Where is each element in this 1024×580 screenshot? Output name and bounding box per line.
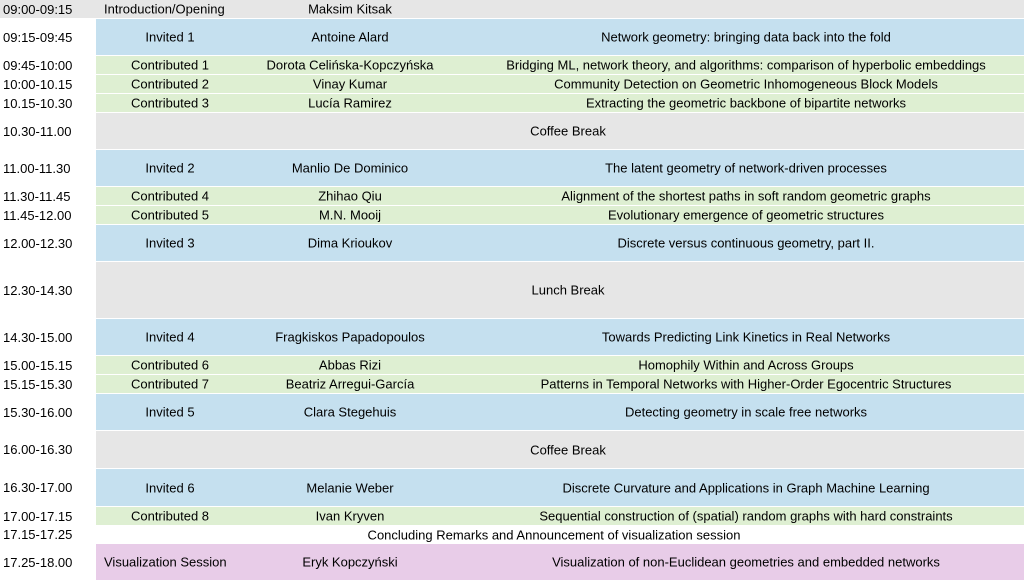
row-time: 11.45-12.00 (0, 206, 96, 224)
row-speaker: M.N. Mooij (318, 207, 382, 223)
schedule-row-invited-2 (0, 150, 1024, 187)
row-title: Towards Predicting Link Kinetics in Real Networks (601, 329, 891, 345)
row-speaker: Antoine Alard (311, 29, 389, 45)
row-content (96, 225, 1024, 261)
row-time: 10.30-11.00 (0, 113, 96, 149)
schedule-row-contributed-4 (0, 187, 1024, 206)
schedule-row-concluding-remarks (0, 526, 1024, 544)
row-title: The latent geometry of network-driven processes (605, 160, 887, 176)
row-content (96, 150, 1024, 186)
row-content (96, 469, 1024, 506)
row-time: 09:00-09:15 (0, 0, 96, 18)
row-type: Contributed 8 (130, 508, 210, 524)
row-time: 16.30-17.00 (0, 469, 96, 506)
schedule-row-contributed-1 (0, 56, 1024, 75)
row-time: 10.15-10.30 (0, 94, 96, 112)
row-content (96, 19, 1024, 55)
schedule-row-coffee-break-1 (0, 113, 1024, 150)
row-title: Detecting geometry in scale free networks (624, 404, 868, 420)
schedule-row-contributed-3 (0, 94, 1024, 113)
row-type: Invited 2 (145, 160, 195, 176)
row-time: 16.00-16.30 (0, 431, 96, 468)
row-type: Invited 3 (145, 235, 195, 251)
row-speaker: Zhihao Qiu (318, 188, 382, 204)
row-title: Sequential construction of (spatial) random graphs with hard constraints (539, 508, 953, 524)
row-content (96, 113, 1024, 149)
row-content (96, 206, 1024, 224)
row-type: Invited 5 (145, 404, 195, 420)
row-title: Discrete versus continuous geometry, part II. (617, 235, 875, 251)
row-content (96, 544, 1024, 580)
schedule-row-invited-3 (0, 225, 1024, 262)
row-type: Contributed 2 (130, 76, 210, 92)
row-content (96, 0, 1024, 18)
row-type: Invited 1 (145, 29, 195, 45)
row-content (96, 56, 1024, 74)
schedule-row-contributed-2 (0, 75, 1024, 94)
row-title: Network geometry: bringing data back into the fold (601, 29, 891, 45)
row-title: Evolutionary emergence of geometric structures (607, 207, 885, 223)
row-content (96, 319, 1024, 355)
row-title: Alignment of the shortest paths in soft random geometric graphs (561, 188, 931, 204)
row-speaker: Ivan Kryven (315, 508, 385, 524)
row-time: 15.30-16.00 (0, 394, 96, 430)
row-type: Contributed 3 (130, 95, 210, 111)
row-time: 09:45-10:00 (0, 56, 96, 74)
schedule-row-coffee-break-2 (0, 431, 1024, 469)
row-type: Introduction/Opening (104, 1, 225, 17)
row-content (96, 187, 1024, 205)
row-speaker: Maksim Kitsak (308, 1, 392, 17)
row-title: Extracting the geometric backbone of bipartite networks (585, 95, 907, 111)
row-content (96, 75, 1024, 93)
row-concluding-label: Concluding Remarks and Announcement of visualization session (367, 527, 741, 542)
row-speaker: Manlio De Dominico (291, 160, 409, 176)
row-type: Invited 6 (145, 480, 195, 495)
row-speaker: Abbas Rizi (318, 357, 382, 373)
row-break-label: Coffee Break (530, 442, 606, 457)
row-type: Visualization Session (104, 554, 227, 570)
schedule-row-opening (0, 0, 1024, 19)
row-speaker: Fragkiskos Papadopoulos (275, 329, 425, 345)
row-time: 17.15-17.25 (0, 526, 96, 543)
schedule-row-contributed-5 (0, 206, 1024, 225)
row-content (96, 356, 1024, 374)
row-title: Discrete Curvature and Applications in Graph Machine Learning (562, 480, 930, 495)
row-speaker: Eryk Kopczyński (302, 554, 398, 570)
row-content (96, 94, 1024, 112)
row-content (96, 507, 1024, 525)
row-time: 11.00-11.30 (0, 150, 96, 186)
row-speaker: Beatriz Arregui-García (285, 376, 415, 392)
row-title: Patterns in Temporal Networks with Higher-Order Egocentric Structures (540, 376, 952, 392)
row-type: Invited 4 (145, 329, 195, 345)
row-title: Community Detection on Geometric Inhomogeneous Block Models (554, 76, 938, 92)
schedule-row-contributed-7 (0, 375, 1024, 394)
row-speaker: Lucía Ramirez (308, 95, 392, 111)
row-break-label: Lunch Break (531, 282, 605, 298)
row-type: Contributed 7 (130, 376, 210, 392)
row-time: 09:15-09:45 (0, 19, 96, 55)
row-speaker: Clara Stegehuis (303, 404, 397, 420)
row-speaker: Dorota Celińska-Kopczyńska (266, 57, 434, 73)
row-break-label: Coffee Break (530, 123, 606, 139)
row-time: 11.30-11.45 (0, 187, 96, 205)
row-time: 10:00-10.15 (0, 75, 96, 93)
row-content (96, 375, 1024, 393)
schedule-row-invited-6 (0, 469, 1024, 507)
row-time: 15.00-15.15 (0, 356, 96, 374)
row-content (96, 262, 1024, 318)
row-time: 17.00-17.15 (0, 507, 96, 525)
row-speaker: Melanie Weber (306, 480, 394, 495)
schedule-row-lunch-break (0, 262, 1024, 319)
schedule-row-invited-1 (0, 19, 1024, 56)
row-time: 15.15-15.30 (0, 375, 96, 393)
row-title: Visualization of non-Euclidean geometries and embedded networks (552, 554, 940, 570)
row-content (96, 526, 1024, 543)
row-content (96, 394, 1024, 430)
row-title: Homophily Within and Across Groups (638, 357, 854, 373)
row-type: Contributed 4 (130, 188, 210, 204)
schedule-row-visualization-session (0, 544, 1024, 580)
row-speaker: Dima Krioukov (307, 235, 393, 251)
schedule-row-invited-4 (0, 319, 1024, 356)
schedule-row-contributed-6 (0, 356, 1024, 375)
row-time: 12.30-14.30 (0, 262, 96, 318)
row-speaker: Vinay Kumar (312, 76, 388, 92)
row-content (96, 431, 1024, 468)
row-time: 14.30-15.00 (0, 319, 96, 355)
row-time: 17.25-18.00 (0, 544, 96, 580)
row-type: Contributed 5 (130, 207, 210, 223)
row-type: Contributed 6 (130, 357, 210, 373)
row-time: 12.00-12.30 (0, 225, 96, 261)
schedule-row-invited-5 (0, 394, 1024, 431)
row-type: Contributed 1 (130, 57, 210, 73)
schedule-row-contributed-8 (0, 507, 1024, 526)
row-title: Bridging ML, network theory, and algorithms: comparison of hyperbolic embeddings (506, 57, 986, 73)
